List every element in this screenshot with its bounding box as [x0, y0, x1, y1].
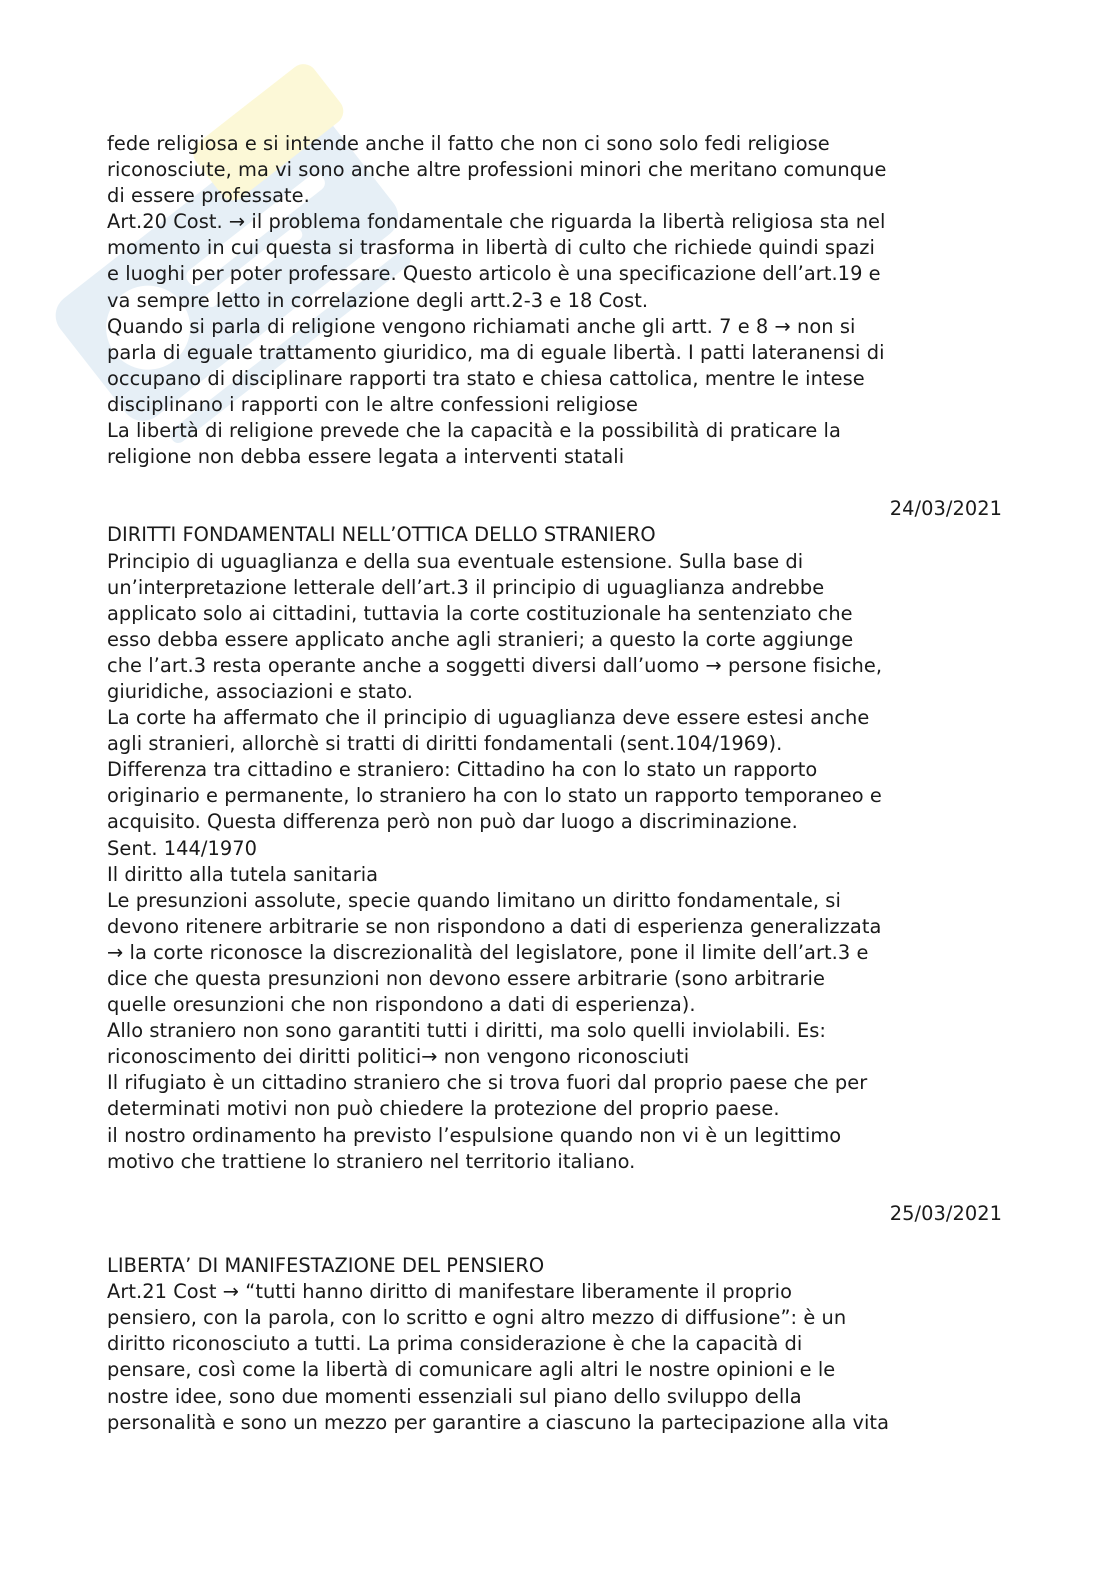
text-line: Principio di uguaglianza e della sua eventuale estensione. Sulla base di — [107, 549, 804, 573]
text-line: determinati motivi non può chiedere la protezione del proprio paese. — [107, 1097, 780, 1121]
text-line: pensiero, con la parola, con lo scritto e ogni altro mezzo di diffusione”: è un — [107, 1306, 847, 1330]
text-line: momento in cui questa si trasforma in libertà di culto che richiede quindi spazi — [107, 236, 875, 260]
lecture-date: 25/03/2021 — [889, 1201, 1002, 1225]
text-line: religione non debba essere legata a interventi statali — [107, 445, 625, 469]
text-line: e luoghi per poter professare. Questo articolo è una specificazione dell’art.19 e — [107, 262, 881, 286]
text-line: personalità e sono un mezzo per garantire a ciascuno la partecipazione alla vita — [107, 1410, 890, 1434]
text-line: Art.20 Cost. → il problema fondamentale che riguarda la libertà religiosa sta nel — [107, 210, 886, 234]
text-line: Le presunzioni assolute, specie quando limitano un diritto fondamentale, si — [107, 888, 841, 912]
section-freedom-of-thought — [107, 1253, 1002, 1436]
text-line: riconoscimento dei diritti politici→ non vengono riconosciuti — [107, 1045, 690, 1069]
text-line: devono ritenere arbitrarie se non rispondono a dati di esperienza generalizzata — [107, 914, 882, 938]
text-line: Differenza tra cittadino e straniero: Cittadino ha con lo stato un rapporto — [107, 758, 818, 782]
spacer — [107, 1175, 1002, 1201]
text-line: applicato solo ai cittadini, tuttavia la corte costituzionale ha sentenziato che — [107, 601, 853, 625]
spacer — [107, 1227, 1002, 1253]
text-line: esso debba essere applicato anche agli stranieri; a questo la corte aggiunge — [107, 627, 854, 651]
section-heading: LIBERTA’ DI MANIFESTAZIONE DEL PENSIERO — [107, 1254, 545, 1278]
text-line: il nostro ordinamento ha previsto l’espulsione quando non vi è un legittimo — [107, 1123, 842, 1147]
text-line: va sempre letto in correlazione degli artt.2-3 e 18 Cost. — [107, 288, 649, 312]
text-line: Quando si parla di religione vengono richiamati anche gli artt. 7 e 8 → non si — [107, 314, 856, 338]
text-line: La corte ha affermato che il principio di uguaglianza deve essere estesi anche — [107, 706, 870, 730]
text-line: fede religiosa e si intende anche il fatto che non ci sono solo fedi religiose — [107, 132, 830, 155]
text-line: Il diritto alla tutela sanitaria — [107, 862, 379, 886]
text-line: occupano di disciplinare rapporti tra stato e chiesa cattolica, mentre le intese — [107, 366, 865, 390]
text-line: che l’art.3 resta operante anche a soggetti diversi dall’uomo → persone fisiche, — [107, 653, 883, 677]
section-heading: DIRITTI FONDAMENTALI NELL’OTTICA DELLO STRANIERO — [107, 523, 656, 547]
text-line: agli stranieri, allorchè si tratti di diritti fondamentali (sent.104/1969). — [107, 732, 783, 756]
text-line: parla di eguale trattamento giuridico, ma di eguale libertà. I patti lateranensi di — [107, 340, 885, 364]
text-line: dice che questa presunzioni non devono essere arbitrarie (sono arbitrarie — [107, 967, 825, 990]
text-line: un’interpretazione letterale dell’art.3 il principio di uguaglianza andrebbe — [107, 575, 825, 599]
text-line: quelle oresunzioni che non rispondono a dati di esperienza). — [107, 993, 696, 1017]
text-line: motivo che trattiene lo straniero nel territorio italiano. — [107, 1149, 636, 1173]
text-line: giuridiche, associazioni e stato. — [107, 679, 414, 703]
text-line: Sent. 144/1970 — [107, 836, 258, 860]
text-line: acquisito. Questa differenza però non può dar luogo a discriminazione. — [107, 810, 798, 834]
section-foreigner-rights — [107, 522, 1002, 1174]
text-line: di essere professate. — [107, 184, 310, 208]
text-line: → la corte riconosce la discrezionalità del legislatore, pone il limite dell’art.3 e — [107, 940, 869, 964]
section-religious-freedom — [107, 131, 1002, 470]
spacer — [107, 470, 1002, 496]
text-line: Il rifugiato è un cittadino straniero che si trova fuori dal proprio paese che per — [107, 1071, 868, 1095]
text-line: nostre idee, sono due momenti essenziali sul piano dello sviluppo della — [107, 1384, 802, 1408]
text-line: La libertà di religione prevede che la capacità e la possibilità di praticare la — [107, 419, 841, 443]
text-line: Allo straniero non sono garantiti tutti i diritti, ma solo quelli inviolabili. Es: — [107, 1019, 826, 1043]
text-line: diritto riconosciuto a tutti. La prima considerazione è che la capacità di — [107, 1332, 803, 1356]
text-line: Art.21 Cost → “tutti hanno diritto di manifestare liberamente il proprio — [107, 1280, 793, 1304]
text-line: originario e permanente, lo straniero ha con lo stato un rapporto temporaneo e — [107, 784, 882, 808]
document-page — [107, 131, 1002, 1436]
text-line: riconosciute, ma vi sono anche altre professioni minori che meritano comunque — [107, 158, 887, 182]
lecture-date: 24/03/2021 — [889, 497, 1002, 521]
text-line: disciplinano i rapporti con le altre confessioni religiose — [107, 392, 639, 416]
text-line: pensare, così come la libertà di comunicare agli altri le nostre opinioni e le — [107, 1358, 836, 1382]
